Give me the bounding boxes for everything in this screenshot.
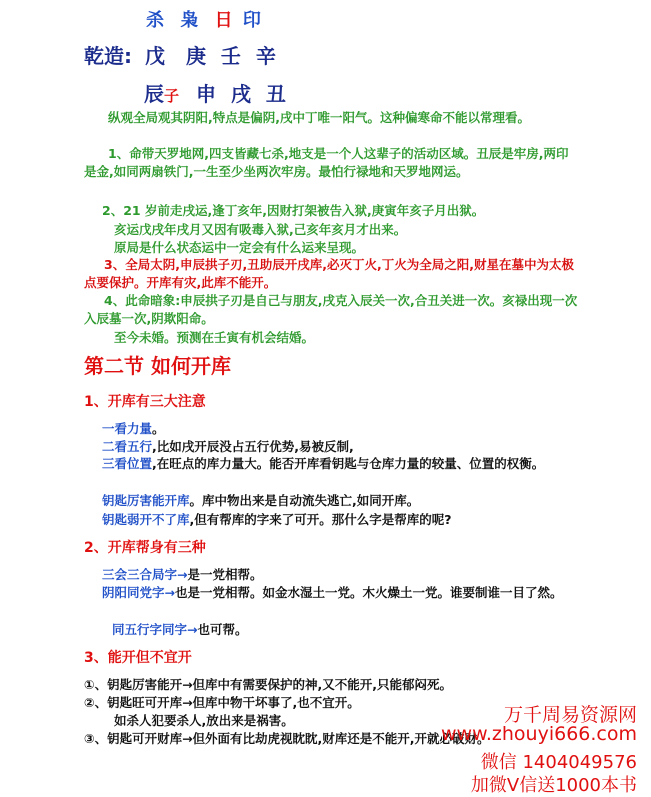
stem-2: 庚: [185, 44, 206, 68]
watermark-site-name: 万千周易资源网: [503, 704, 637, 726]
stem-1: 戊: [144, 44, 165, 68]
god-yin: 印: [242, 10, 261, 31]
heading-help-types: 2、开库帮身有三种: [84, 540, 206, 556]
help-type-2-key: 阴阳同党字→: [102, 585, 175, 600]
note-weak-key-text: ,但有帮库的字来了可开。那什么字是帮库的呢?: [189, 512, 452, 527]
note-strong-key-text: 。库中物出来是自动流失逃亡,如同开库。: [189, 493, 420, 508]
analysis-paragraph-3: 2、21 岁前走戌运,逢丁亥年,因财打架被告入狱,庚寅年亥子月出狱。: [102, 203, 485, 218]
help-type-1: [102, 565, 263, 583]
note-strength-key: 一看力量: [102, 421, 153, 436]
ten-gods-row: [146, 6, 271, 32]
help-type-1-text: 是一党相帮。: [187, 567, 263, 582]
note-weak-key: [102, 510, 452, 528]
case-2: ②、钥匙旺可开库→但库中物干坏事了,也不宜开。: [84, 695, 360, 710]
watermark-promo: 加微V信送1000本书: [470, 775, 637, 796]
god-xiao: 枭: [180, 10, 199, 31]
case-3: ③、钥匙可开财库→但外面有比劫虎视眈眈,财库还是不能开,开就必破财。: [84, 731, 490, 746]
watermark-wechat: 微信 1404049576: [480, 752, 637, 773]
heading-can-but-should-not: 3、能开但不宜开: [84, 650, 192, 666]
section-title: 第二节 如何开库: [84, 354, 231, 378]
god-sha: 杀: [146, 10, 164, 31]
note-weak-key-label: 钥匙弱开不了库: [102, 512, 190, 527]
help-type-2: [84, 584, 578, 602]
note-five-elements-text: ,比如戌开辰没占五行优势,易被反制,: [152, 439, 354, 454]
note-strong-key-label: 钥匙厉害能开库: [102, 493, 190, 508]
note-strength-end: 。: [152, 421, 165, 436]
note-strong-key: [102, 491, 419, 509]
help-type-3-text: 也可帮。: [197, 622, 248, 637]
analysis-paragraph-2: 1、命带天罗地网,四支皆藏七杀,地支是一个人这辈子的活动区域。丑辰是牢房,两印是金,如同两扇铁门,一生至少坐两次牢房。最怕行禄地和天罗地网运。: [84, 146, 569, 179]
help-type-3-key: 同五行字同字→: [112, 622, 198, 637]
note-position: [84, 455, 578, 473]
help-type-2-text: 也是一党相帮。如金水湿土一党。木火燥土一党。谁要制谁一目了然。: [174, 585, 563, 600]
god-ri: 日: [214, 10, 233, 31]
note-position-key: 三看位置: [102, 456, 153, 471]
branch-xu: 戌: [230, 82, 251, 106]
branch-chou: 丑: [265, 82, 286, 106]
stem-3: 壬: [220, 44, 241, 68]
qianzao-label: 乾造:: [84, 44, 132, 68]
case-1: ①、钥匙厉害能开→但库中有需要保护的神,又不能开,只能郁闷死。: [84, 677, 453, 692]
analysis-paragraph-1: 纵观全局观其阴阳,特点是偏阴,戌中丁唯一阳气。这种偏寒命不能以常理看。: [108, 110, 530, 125]
branch-shen: 申: [195, 82, 216, 106]
help-type-1-key: 三会三合局字→: [102, 567, 188, 582]
note-five-elements-key: 二看五行: [102, 439, 153, 454]
case-2-note: 如杀人犯要杀人,放出来是祸害。: [114, 713, 294, 728]
heading-three-notes: 1、开库有三大注意: [84, 394, 206, 410]
stem-4: 辛: [255, 44, 276, 68]
branch-chen: 辰: [144, 82, 164, 106]
help-type-3: [112, 620, 248, 638]
analysis-paragraph-6: 3、全局太阴,申辰拱子刃,丑助辰开戌库,必灭丁火,丁火为全局之阳,财星在墓中为太极点要保护。开库有灾,此库不能开。: [84, 257, 574, 290]
note-five-elements: [102, 437, 354, 455]
analysis-paragraph-8: 至今未婚。预测在壬寅有机会结婚。: [114, 330, 315, 345]
analysis-paragraph-4: 亥运戊戌年戌月又因有吸毒入狱,己亥年亥月才出来。: [114, 222, 407, 237]
branch-zi: 子: [164, 87, 180, 105]
note-strength: [102, 419, 165, 437]
analysis-paragraph-7: 4、此命暗象:申辰拱子刃是自己与朋友,戌克入辰关一次,合丑关进一次。亥禄出现一次入辰墓一次,阴欺阳命。: [84, 293, 578, 326]
heavenly-stems-row: [84, 40, 276, 69]
analysis-paragraph-5: 原局是什么状态运中一定会有什么运来呈现。: [114, 240, 365, 255]
note-position-text: ,在旺点的库力量大。能否开库看钥匙与仓库力量的较量、位置的权衡。: [152, 456, 545, 471]
earthly-branches-row: [144, 78, 286, 107]
watermark-url: www.zhouyi666.com: [440, 723, 637, 745]
